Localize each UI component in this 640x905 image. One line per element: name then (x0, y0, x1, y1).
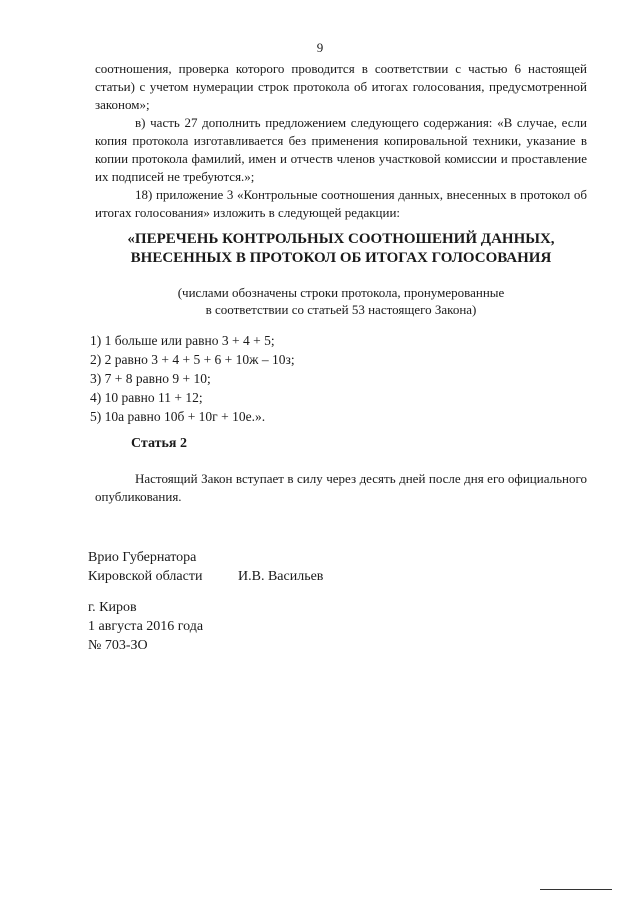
body-text-block-1 (95, 60, 587, 222)
list-item: 3) 7 + 8 равно 9 + 10; (90, 371, 211, 386)
signatory-position: Врио Губернатора (88, 550, 197, 565)
body-text-block-2 (95, 470, 587, 506)
list-item: 5) 10а равно 10б + 10г + 10е.». (90, 409, 266, 424)
city: г. Киров (88, 600, 137, 615)
footer-divider (540, 889, 612, 890)
document-subtitle (95, 284, 587, 318)
signatory-name: И.В. Васильев (238, 569, 324, 584)
paragraph: соотношения, проверка которого проводится в соответствии с частью 6 настоящей статьи) с учетом нумерации строк протокола об итогах голосования, предусмотренной законом»; (95, 61, 587, 112)
subtitle-line: в соответствии со статьей 53 настоящего Закона) (205, 302, 477, 317)
paragraph: 18) приложение 3 «Контрольные соотношения данных, внесенных в протокол об итогах голосования» изложить в следующей редакции: (95, 187, 587, 220)
article-heading: Статья 2 (131, 436, 187, 451)
document-number: № 703-ЗО (88, 638, 148, 653)
paragraph: Настоящий Закон вступает в силу через десять дней после дня его официального опубликования. (95, 471, 587, 504)
paragraph: в) часть 27 дополнить предложением следующего содержания: «В случае, если копия протокола изготавливается без применения копировальной техники, указание в копии протокола фамилий, имен и отчеств членов участковой комиссии и проставление их подписей не требуются.»; (95, 115, 587, 184)
subtitle-line: (числами обозначены строки протокола, пронумерованные (177, 285, 505, 300)
signature-block (88, 548, 324, 586)
title-line: ВНЕСЕННЫХ В ПРОТОКОЛ ОБ ИТОГАХ ГОЛОСОВАНИЯ (130, 250, 552, 266)
page-number: 9 (316, 40, 324, 55)
list-item: 2) 2 равно 3 + 4 + 5 + 6 + 10ж – 10з; (90, 352, 295, 367)
date: 1 августа 2016 года (88, 619, 204, 634)
control-ratios-list (90, 331, 582, 426)
list-item: 4) 10 равно 11 + 12; (90, 390, 203, 405)
document-title (95, 230, 587, 268)
place-date-block (88, 598, 203, 655)
list-item: 1) 1 больше или равно 3 + 4 + 5; (90, 333, 275, 348)
signatory-position: Кировской области (88, 569, 203, 584)
title-line: «ПЕРЕЧЕНЬ КОНТРОЛЬНЫХ СООТНОШЕНИЙ ДАННЫХ, (127, 231, 555, 247)
